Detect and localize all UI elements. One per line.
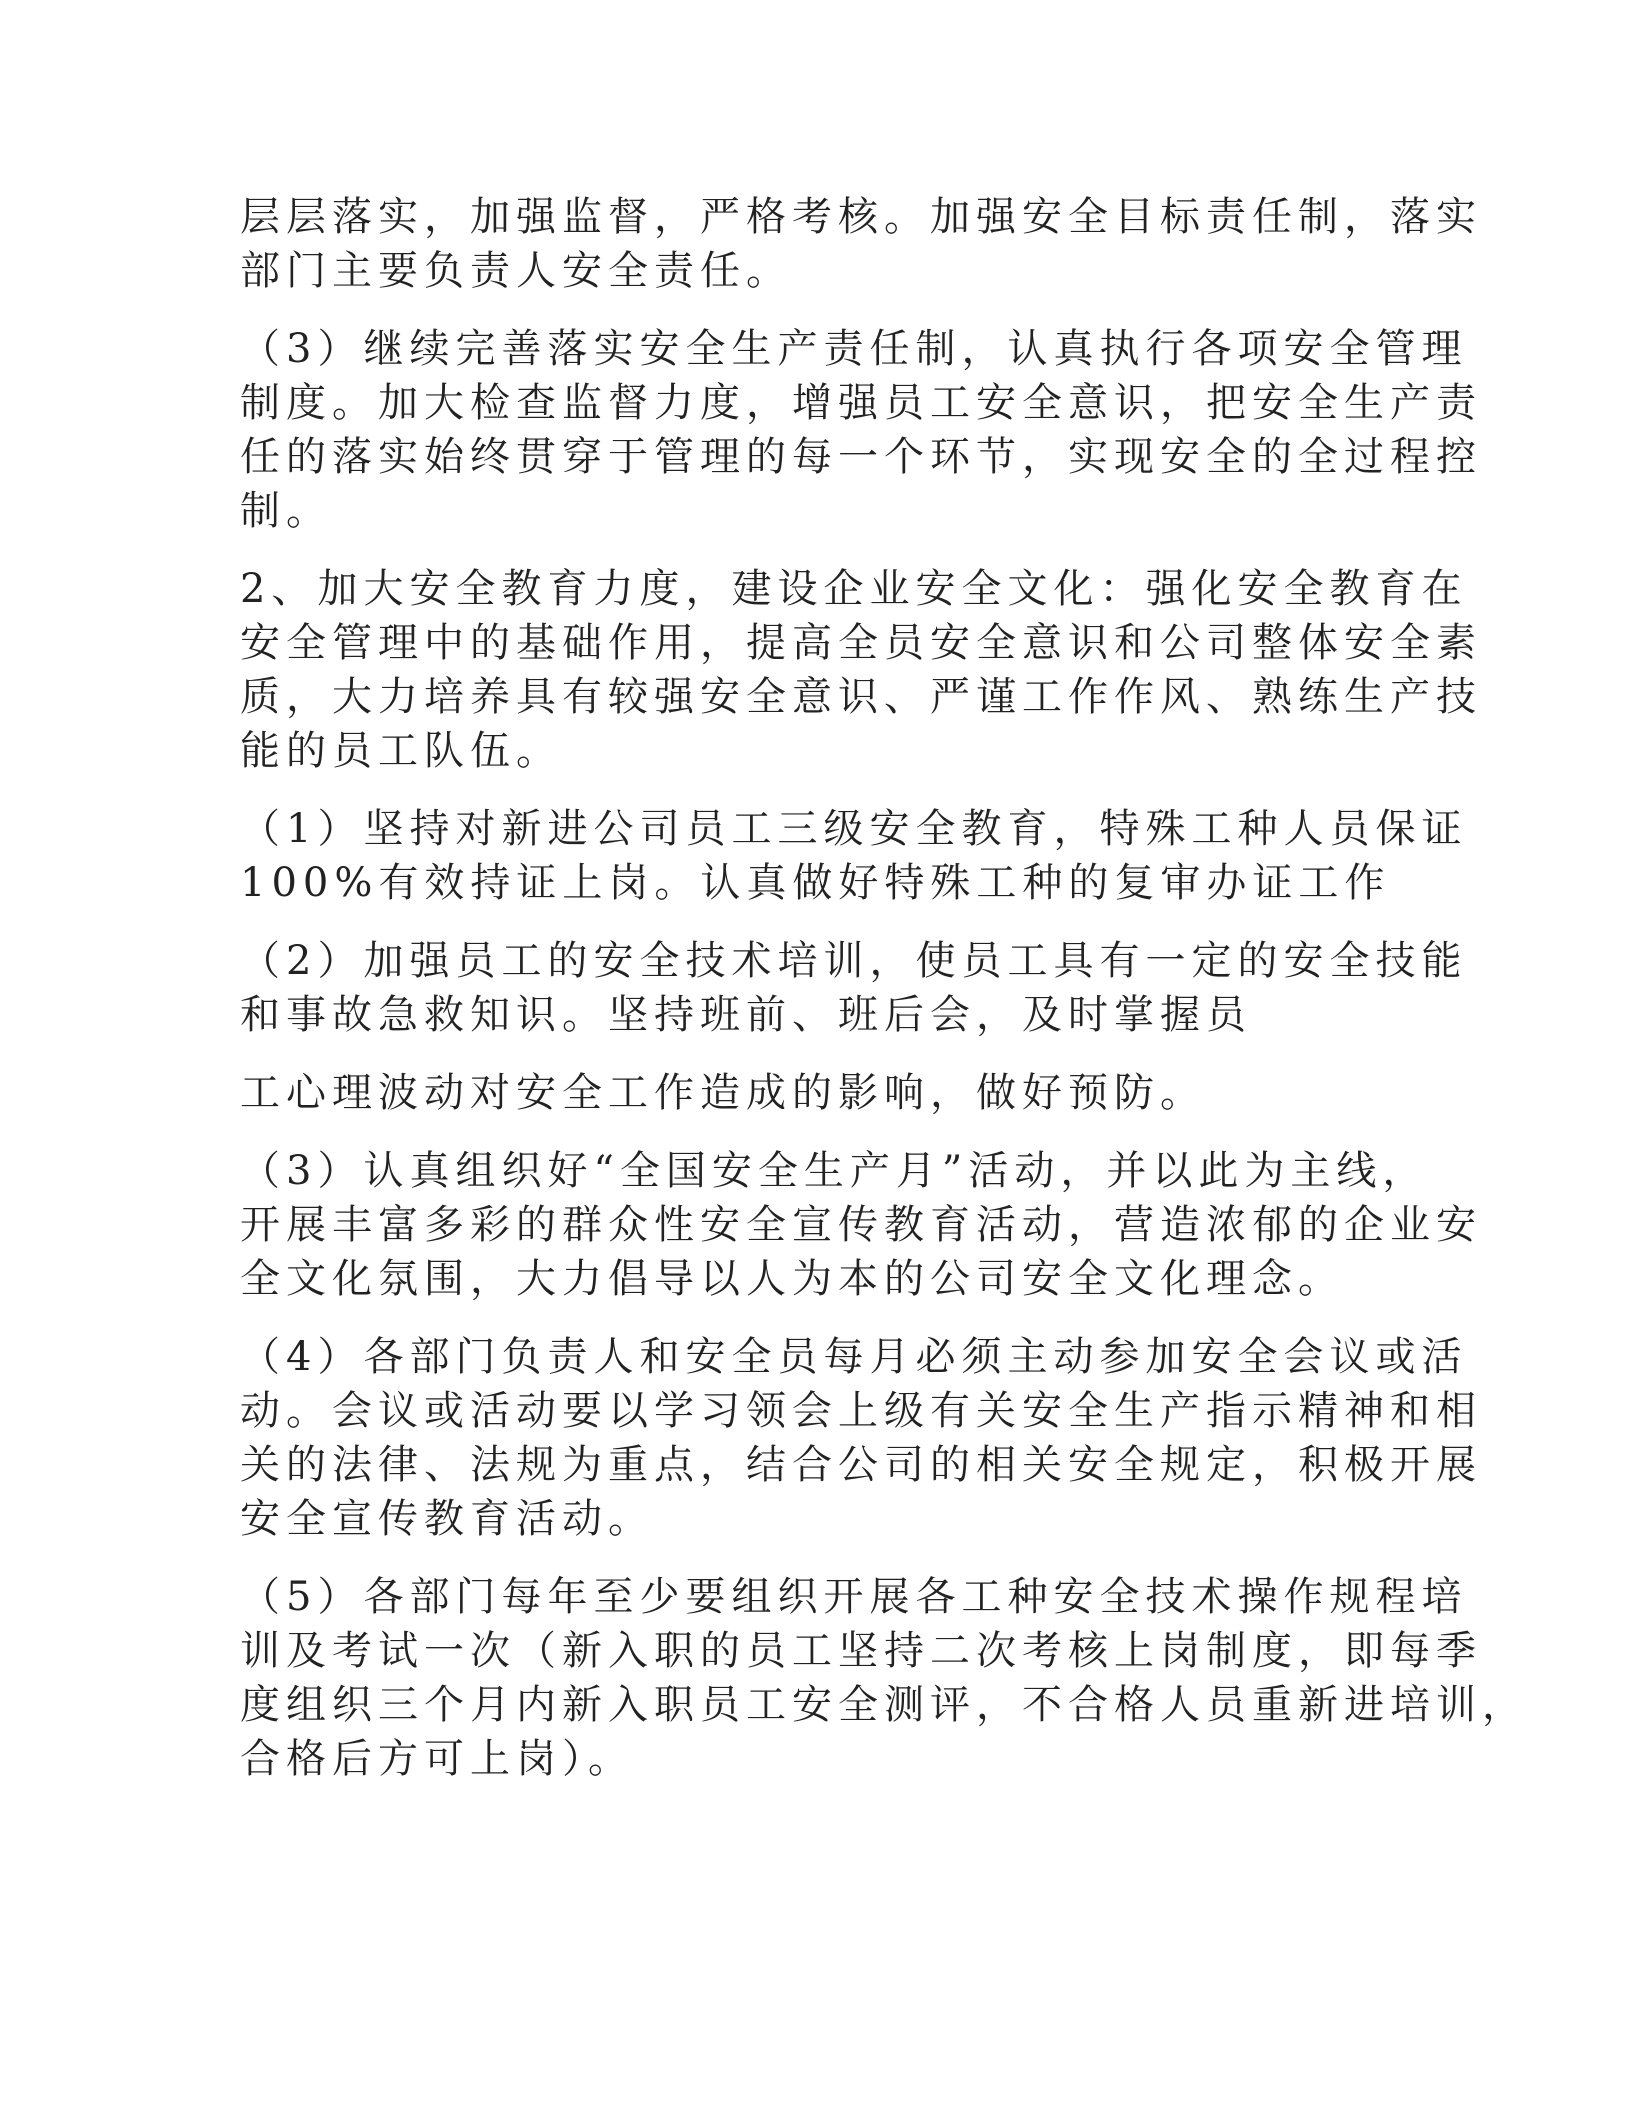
text-line: （5）各部门每年至少要组织开展各工种安全技术操作规程培 xyxy=(240,1574,1468,1620)
paragraph-item-2-continued xyxy=(240,1066,1440,1120)
paragraph-item-3-safety-month xyxy=(240,1144,1482,1306)
text-line: 动。会议或活动要以学习领会上级有关安全生产指示精神和相 xyxy=(240,1388,1482,1434)
paragraph-item-3-responsibility-system xyxy=(240,322,1482,538)
text-line: （1）坚持对新进公司员工三级安全教育，特殊工种人员保证 xyxy=(240,806,1468,852)
text-line: 制度。加大检查监督力度，增强员工安全意识，把安全生产责 xyxy=(240,380,1482,426)
text-line: 100%有效持证上岗。认真做好特殊工种的复审办证工作 xyxy=(240,860,1391,906)
paragraph-item-2-technical-training xyxy=(240,934,1468,1042)
paragraph-responsibility-continued xyxy=(240,190,1482,298)
text-line: 部门主要负责人安全责任。 xyxy=(240,248,792,294)
text-line: 层层落实，加强监督，严格考核。加强安全目标责任制，落实 xyxy=(240,194,1482,240)
text-line: 训及考试一次（新入职的员工坚持二次考核上岗制度，即每季 xyxy=(240,1628,1482,1674)
text-line: 安全管理中的基础作用，提高全员安全意识和公司整体安全素 xyxy=(240,620,1482,666)
text-line: 开展丰富多彩的群众性安全宣传教育活动，营造浓郁的企业安 xyxy=(240,1202,1482,1248)
paragraph-section-2-safety-education xyxy=(240,562,1482,778)
text-line: 能的员工队伍。 xyxy=(240,728,562,774)
text-line: （3）认真组织好“全国安全生产月”活动，并以此为主线， xyxy=(240,1148,1429,1194)
text-line: （4）各部门负责人和安全员每月必须主动参加安全会议或活 xyxy=(240,1334,1468,1380)
text-line: 制。 xyxy=(240,488,332,534)
text-line: （2）加强员工的安全技术培训，使员工具有一定的安全技能 xyxy=(240,938,1468,984)
text-line: 安全宣传教育活动。 xyxy=(240,1496,654,1542)
paragraph-item-4-monthly-meetings xyxy=(240,1330,1482,1546)
text-line: 任的落实始终贯穿于管理的每一个环节，实现安全的全过程控 xyxy=(240,434,1482,480)
text-line: 2、加大安全教育力度，建设企业安全文化：强化安全教育在 xyxy=(240,566,1468,612)
text-line: 工心理波动对安全工作造成的影响，做好预防。 xyxy=(240,1070,1206,1116)
text-line: 合格后方可上岗）。 xyxy=(240,1736,634,1782)
document-body xyxy=(240,190,1528,1810)
paragraph-item-5-annual-training xyxy=(240,1570,1528,1786)
paragraph-item-1-new-staff-education xyxy=(240,802,1468,910)
text-line: 质，大力培养具有较强安全意识、严谨工作作风、熟练生产技 xyxy=(240,674,1482,720)
text-line: 和事故急救知识。坚持班前、班后会，及时掌握员 xyxy=(240,992,1252,1038)
text-line: 关的法律、法规为重点，结合公司的相关安全规定，积极开展 xyxy=(240,1442,1482,1488)
text-line: （3）继续完善落实安全生产责任制，认真执行各项安全管理 xyxy=(240,326,1468,372)
text-line: 全文化氛围，大力倡导以人为本的公司安全文化理念。 xyxy=(240,1256,1344,1302)
text-line: 度组织三个月内新入职员工安全测评，不合格人员重新进培训， xyxy=(240,1682,1528,1728)
